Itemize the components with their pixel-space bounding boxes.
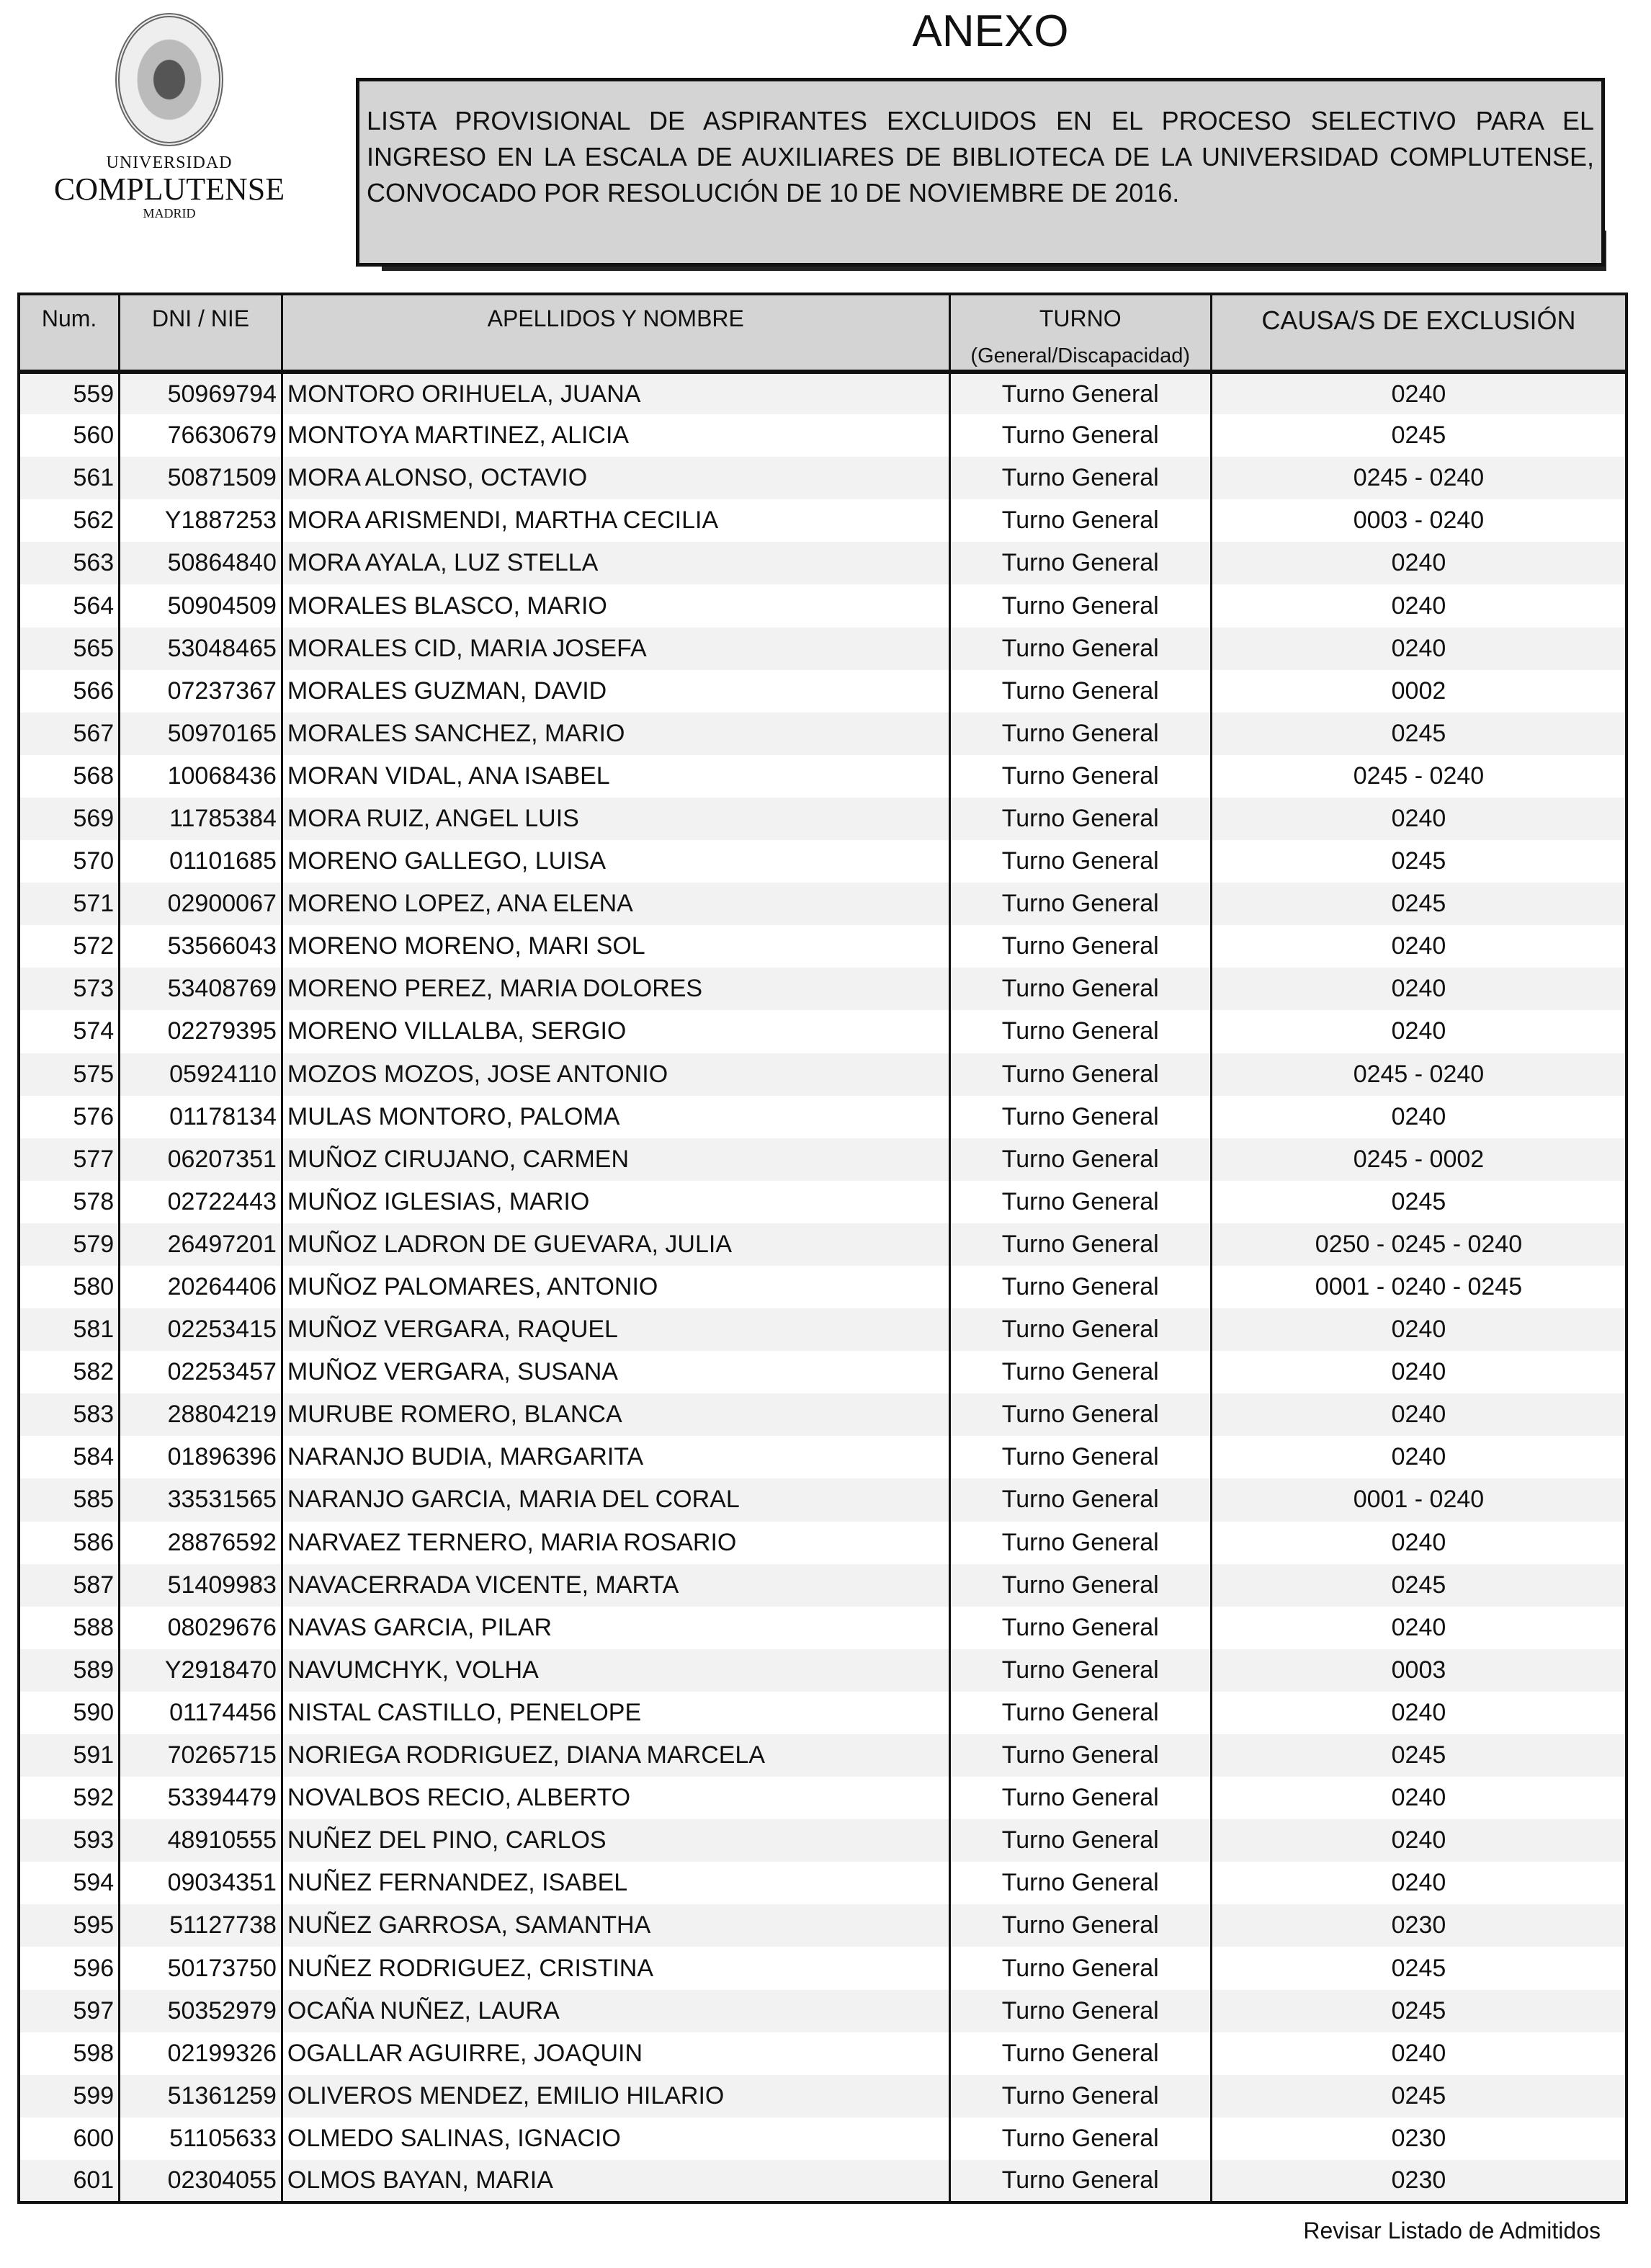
cell-num: 560 [19,414,120,457]
logo-line3: MADRID [143,206,196,220]
table-row [19,1223,1627,1266]
cell-name: OLMOS BAYAN, MARIA [282,2160,949,2202]
cell-dni: 53048465 [120,628,282,670]
cell-name: MORALES CID, MARIA JOSEFA [282,628,949,670]
cell-num: 569 [19,798,120,840]
table-row [19,2032,1627,2075]
cell-turno: Turno General [949,2117,1211,2160]
cell-dni: 11785384 [120,798,282,840]
cell-dni: 26497201 [120,1223,282,1266]
cell-turno: Turno General [949,840,1211,883]
cell-num: 575 [19,1053,120,1096]
cell-dni: 02253415 [120,1308,282,1351]
cell-causa: 0240 [1211,1393,1627,1436]
cell-turno: Turno General [949,1564,1211,1607]
cell-turno: Turno General [949,1308,1211,1351]
table-row [19,1777,1627,1819]
table-row [19,1308,1627,1351]
cell-name: MORALES GUZMAN, DAVID [282,670,949,713]
table-row [19,1436,1627,1478]
cell-num: 580 [19,1266,120,1308]
cell-causa: 0240 [1211,1308,1627,1351]
cell-name: OGALLAR AGUIRRE, JOAQUIN [282,2032,949,2075]
cell-turno: Turno General [949,1223,1211,1266]
table-row [19,1266,1627,1308]
cell-causa: 0240 [1211,798,1627,840]
cell-name: NARANJO GARCIA, MARIA DEL CORAL [282,1478,949,1521]
cell-dni: 51105633 [120,2117,282,2160]
cell-turno: Turno General [949,457,1211,499]
cell-name: MORA ARISMENDI, MARTHA CECILIA [282,499,949,542]
cell-dni: 50173750 [120,1947,282,1989]
cell-name: OLIVEROS MENDEZ, EMILIO HILARIO [282,2075,949,2117]
cell-causa: 0240 [1211,1819,1627,1862]
cell-dni: 02253457 [120,1351,282,1393]
cell-turno: Turno General [949,713,1211,755]
table-row [19,1947,1627,1989]
cell-num: 594 [19,1862,120,1904]
cell-turno: Turno General [949,1478,1211,1521]
table-row [19,1522,1627,1564]
cell-turno: Turno General [949,1181,1211,1223]
cell-num: 573 [19,968,120,1010]
cell-num: 597 [19,1990,120,2032]
university-logo [50,13,288,221]
cell-num: 596 [19,1947,120,1989]
cell-causa: 0240 [1211,1096,1627,1138]
excluded-applicants-table [17,293,1628,2204]
cell-turno: Turno General [949,1010,1211,1053]
cell-dni: 02199326 [120,2032,282,2075]
cell-name: NOVALBOS RECIO, ALBERTO [282,1777,949,1819]
cell-name: MORA ALONSO, OCTAVIO [282,457,949,499]
cell-name: OLMEDO SALINAS, IGNACIO [282,2117,949,2160]
cell-num: 578 [19,1181,120,1223]
cell-num: 570 [19,840,120,883]
table-row [19,1904,1627,1947]
table-row [19,1607,1627,1649]
cell-dni: 76630679 [120,414,282,457]
cell-dni: 02304055 [120,2160,282,2202]
cell-name: NUÑEZ DEL PINO, CARLOS [282,1819,949,1862]
cell-num: 585 [19,1478,120,1521]
cell-dni: 50864840 [120,542,282,584]
cell-num: 561 [19,457,120,499]
table-row [19,670,1627,713]
cell-causa: 0240 [1211,925,1627,968]
table-row [19,414,1627,457]
cell-dni: 28804219 [120,1393,282,1436]
cell-turno: Turno General [949,883,1211,925]
cell-name: NUÑEZ FERNANDEZ, ISABEL [282,1862,949,1904]
cell-name: NAVACERRADA VICENTE, MARTA [282,1564,949,1607]
cell-dni: 09034351 [120,1862,282,1904]
cell-turno: Turno General [949,1607,1211,1649]
cell-dni: 20264406 [120,1266,282,1308]
cell-name: MORENO MORENO, MARI SOL [282,925,949,968]
table-row [19,1649,1627,1692]
cell-num: 600 [19,2117,120,2160]
table-row [19,499,1627,542]
table-row [19,1181,1627,1223]
cell-name: MULAS MONTORO, PALOMA [282,1096,949,1138]
cell-num: 568 [19,755,120,798]
cell-turno: Turno General [949,1649,1211,1692]
cell-turno: Turno General [949,1436,1211,1478]
table-row [19,542,1627,584]
cell-causa: 0250 - 0245 - 0240 [1211,1223,1627,1266]
table-row [19,1478,1627,1521]
table-row [19,1010,1627,1053]
header-turno-sub: (General/Discapacidad) [970,344,1191,367]
cell-dni: 51361259 [120,2075,282,2117]
cell-num: 592 [19,1777,120,1819]
cell-causa: 0240 [1211,542,1627,584]
cell-causa: 0240 [1211,1607,1627,1649]
cell-causa: 0240 [1211,372,1627,414]
cell-num: 563 [19,542,120,584]
cell-num: 577 [19,1138,120,1181]
cell-turno: Turno General [949,925,1211,968]
cell-name: MUÑOZ VERGARA, RAQUEL [282,1308,949,1351]
cell-num: 566 [19,670,120,713]
cell-turno: Turno General [949,372,1211,414]
cell-dni: Y1887253 [120,499,282,542]
cell-causa: 0245 [1211,1564,1627,1607]
cell-turno: Turno General [949,1734,1211,1777]
cell-turno: Turno General [949,670,1211,713]
cell-name: NISTAL CASTILLO, PENELOPE [282,1692,949,1734]
cell-causa: 0240 [1211,1522,1627,1564]
cell-name: NARVAEZ TERNERO, MARIA ROSARIO [282,1522,949,1564]
cell-dni: 02900067 [120,883,282,925]
footer-note: Revisar Listado de Admitidos [1303,2218,1601,2244]
cell-turno: Turno General [949,2160,1211,2202]
cell-name: MUÑOZ IGLESIAS, MARIO [282,1181,949,1223]
cell-name: NAVUMCHYK, VOLHA [282,1649,949,1692]
cell-causa: 0001 - 0240 [1211,1478,1627,1521]
header-turno-label: TURNO [1039,305,1122,331]
cell-num: 564 [19,584,120,627]
cell-turno: Turno General [949,798,1211,840]
cell-dni: 01101685 [120,840,282,883]
cell-num: 582 [19,1351,120,1393]
cell-name: MORA RUIZ, ANGEL LUIS [282,798,949,840]
cell-causa: 0240 [1211,2032,1627,2075]
table-row [19,1564,1627,1607]
cell-dni: 01178134 [120,1096,282,1138]
cell-turno: Turno General [949,1947,1211,1989]
cell-dni: 51127738 [120,1904,282,1947]
cell-causa: 0245 [1211,713,1627,755]
table-row [19,457,1627,499]
cell-dni: 50352979 [120,1990,282,2032]
cell-causa: 0240 [1211,1862,1627,1904]
cell-causa: 0245 - 0240 [1211,1053,1627,1096]
cell-num: 574 [19,1010,120,1053]
cell-name: MORAN VIDAL, ANA ISABEL [282,755,949,798]
cell-turno: Turno General [949,1819,1211,1862]
cell-num: 599 [19,2075,120,2117]
table-row [19,1692,1627,1734]
cell-dni: Y2918470 [120,1649,282,1692]
table-row [19,755,1627,798]
cell-turno: Turno General [949,1522,1211,1564]
cell-turno: Turno General [949,414,1211,457]
cell-causa: 0240 [1211,968,1627,1010]
cell-turno: Turno General [949,755,1211,798]
cell-num: 579 [19,1223,120,1266]
cell-dni: 02279395 [120,1010,282,1053]
cell-causa: 0245 [1211,1990,1627,2032]
cell-turno: Turno General [949,628,1211,670]
cell-num: 598 [19,2032,120,2075]
cell-dni: 33531565 [120,1478,282,1521]
cell-dni: 70265715 [120,1734,282,1777]
cell-name: NORIEGA RODRIGUEZ, DIANA MARCELA [282,1734,949,1777]
description-box: LISTA PROVISIONAL DE ASPIRANTES EXCLUIDOS EN EL PROCESO SELECTIVO PARA EL INGRESO EN LA ESCALA DE AUXILIARES DE BIBLIOTECA DE LA UNIVERSIDAD COMPLUTENSE, CONVOCADO POR RESOLUCIÓN DE 10 DE NOVIEMBRE DE 2016. [356,78,1605,267]
cell-name: NAVAS GARCIA, PILAR [282,1607,949,1649]
cell-causa: 0245 [1211,1181,1627,1223]
cell-causa: 0003 - 0240 [1211,499,1627,542]
cell-dni: 01896396 [120,1436,282,1478]
table-row [19,840,1627,883]
cell-name: MUÑOZ PALOMARES, ANTONIO [282,1266,949,1308]
cell-num: 572 [19,925,120,968]
cell-dni: 06207351 [120,1138,282,1181]
table-row [19,1053,1627,1096]
header-dni: DNI / NIE [120,294,282,372]
cell-dni: 08029676 [120,1607,282,1649]
header-turno [949,294,1211,372]
cell-causa: 0002 [1211,670,1627,713]
cell-num: 576 [19,1096,120,1138]
cell-dni: 51409983 [120,1564,282,1607]
table-row [19,1096,1627,1138]
cell-causa: 0245 [1211,1947,1627,1989]
cell-dni: 07237367 [120,670,282,713]
cell-causa: 0230 [1211,2160,1627,2202]
cell-turno: Turno General [949,1692,1211,1734]
table-row [19,925,1627,968]
cell-dni: 53566043 [120,925,282,968]
cell-name: MOZOS MOZOS, JOSE ANTONIO [282,1053,949,1096]
cell-dni: 50969794 [120,372,282,414]
cell-name: MORA AYALA, LUZ STELLA [282,542,949,584]
cell-name: MUÑOZ VERGARA, SUSANA [282,1351,949,1393]
cell-dni: 10068436 [120,755,282,798]
cell-causa: 0240 [1211,1010,1627,1053]
cell-dni: 50970165 [120,713,282,755]
cell-turno: Turno General [949,1862,1211,1904]
cell-causa: 0245 - 0240 [1211,457,1627,499]
cell-causa: 0240 [1211,1436,1627,1478]
cell-num: 588 [19,1607,120,1649]
cell-dni: 02722443 [120,1181,282,1223]
cell-turno: Turno General [949,1138,1211,1181]
cell-turno: Turno General [949,1777,1211,1819]
table-row [19,798,1627,840]
cell-name: MORENO VILLALBA, SERGIO [282,1010,949,1053]
cell-num: 591 [19,1734,120,1777]
cell-causa: 0245 [1211,2075,1627,2117]
cell-num: 571 [19,883,120,925]
page-title: ANEXO [912,6,1069,56]
table-row [19,2117,1627,2160]
cell-name: MORENO LOPEZ, ANA ELENA [282,883,949,925]
cell-name: MORALES BLASCO, MARIO [282,584,949,627]
cell-turno: Turno General [949,1053,1211,1096]
cell-dni: 28876592 [120,1522,282,1564]
table-row [19,713,1627,755]
cell-dni: 05924110 [120,1053,282,1096]
cell-name: MORENO PEREZ, MARIA DOLORES [282,968,949,1010]
cell-turno: Turno General [949,2032,1211,2075]
cell-turno: Turno General [949,1096,1211,1138]
cell-turno: Turno General [949,2075,1211,2117]
cell-num: 565 [19,628,120,670]
table-row [19,883,1627,925]
table-row [19,1734,1627,1777]
cell-turno: Turno General [949,1266,1211,1308]
cell-causa: 0240 [1211,584,1627,627]
cell-num: 559 [19,372,120,414]
cell-causa: 0240 [1211,1692,1627,1734]
cell-num: 601 [19,2160,120,2202]
cell-name: MORALES SANCHEZ, MARIO [282,713,949,755]
cell-causa: 0230 [1211,2117,1627,2160]
table-row [19,372,1627,414]
cell-num: 595 [19,1904,120,1947]
cell-dni: 50871509 [120,457,282,499]
cell-turno: Turno General [949,542,1211,584]
cell-num: 589 [19,1649,120,1692]
cell-turno: Turno General [949,1990,1211,2032]
table-row [19,968,1627,1010]
cell-causa: 0003 [1211,1649,1627,1692]
cell-causa: 0240 [1211,1351,1627,1393]
cell-num: 587 [19,1564,120,1607]
cell-turno: Turno General [949,968,1211,1010]
cell-dni: 53408769 [120,968,282,1010]
cell-turno: Turno General [949,584,1211,627]
cell-turno: Turno General [949,499,1211,542]
table-row [19,628,1627,670]
cell-name: NUÑEZ RODRIGUEZ, CRISTINA [282,1947,949,1989]
cell-dni: 48910555 [120,1819,282,1862]
cell-num: 586 [19,1522,120,1564]
cell-causa: 0001 - 0240 - 0245 [1211,1266,1627,1308]
cell-name: MONTORO ORIHUELA, JUANA [282,372,949,414]
table-header-row [19,294,1627,372]
cell-name: MUÑOZ LADRON DE GUEVARA, JULIA [282,1223,949,1266]
table-row [19,1393,1627,1436]
header-num: Num. [19,294,120,372]
cell-num: 562 [19,499,120,542]
cell-name: NUÑEZ GARROSA, SAMANTHA [282,1904,949,1947]
cell-turno: Turno General [949,1351,1211,1393]
cell-dni: 50904509 [120,584,282,627]
table-row [19,2075,1627,2117]
cell-name: MUÑOZ CIRUJANO, CARMEN [282,1138,949,1181]
cell-dni: 01174456 [120,1692,282,1734]
cell-name: NARANJO BUDIA, MARGARITA [282,1436,949,1478]
table-row [19,1990,1627,2032]
cell-name: MONTOYA MARTINEZ, ALICIA [282,414,949,457]
cell-num: 590 [19,1692,120,1734]
logo-line1: UNIVERSIDAD [106,153,233,172]
university-seal-icon [115,13,223,146]
cell-num: 581 [19,1308,120,1351]
table-row [19,1138,1627,1181]
cell-causa: 0245 - 0240 [1211,755,1627,798]
header-name: APELLIDOS Y NOMBRE [282,294,949,372]
cell-name: OCAÑA NUÑEZ, LAURA [282,1990,949,2032]
cell-causa: 0245 [1211,883,1627,925]
cell-turno: Turno General [949,1393,1211,1436]
cell-turno: Turno General [949,1904,1211,1947]
cell-causa: 0245 [1211,840,1627,883]
table-row [19,1819,1627,1862]
cell-num: 593 [19,1819,120,1862]
table-row [19,1351,1627,1393]
table-row [19,2160,1627,2202]
table-row [19,1862,1627,1904]
cell-num: 584 [19,1436,120,1478]
cell-causa: 0240 [1211,1777,1627,1819]
logo-line2: COMPLUTENSE [53,171,285,207]
cell-num: 583 [19,1393,120,1436]
cell-causa: 0245 [1211,1734,1627,1777]
cell-causa: 0245 [1211,414,1627,457]
table-row [19,584,1627,627]
cell-num: 567 [19,713,120,755]
cell-dni: 53394479 [120,1777,282,1819]
cell-name: MORENO GALLEGO, LUISA [282,840,949,883]
cell-causa: 0245 - 0002 [1211,1138,1627,1181]
cell-causa: 0230 [1211,1904,1627,1947]
cell-name: MURUBE ROMERO, BLANCA [282,1393,949,1436]
header-causa: CAUSA/S DE EXCLUSIÓN [1211,294,1627,372]
cell-causa: 0240 [1211,628,1627,670]
